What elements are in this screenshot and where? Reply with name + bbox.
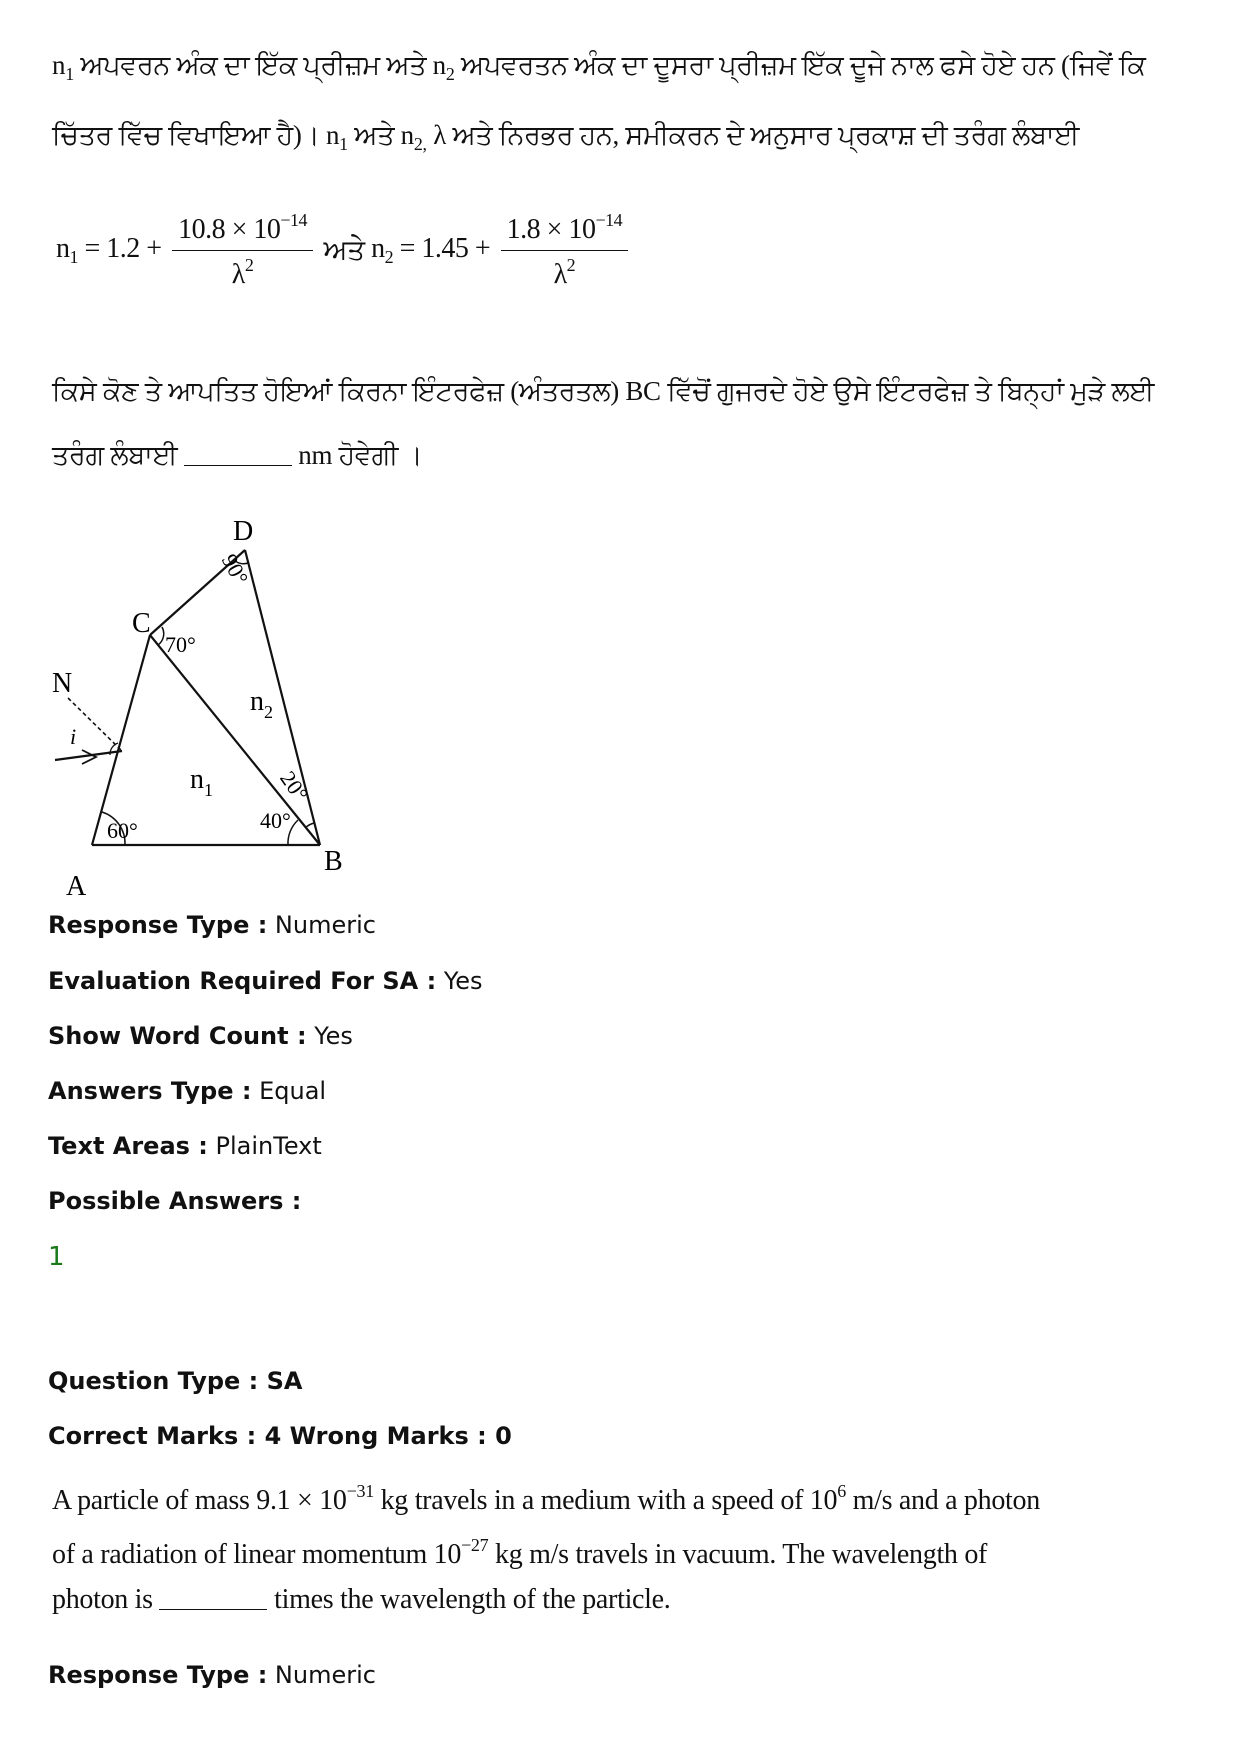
text: ਚਿੱਤਰ ਵਿੱਚ ਵਿਖਾਇਆ ਹੈ)। n	[52, 120, 340, 150]
question-type	[48, 1366, 302, 1396]
label: Show Word Count :	[48, 1022, 307, 1050]
text: ਅਤੇ n	[347, 120, 414, 150]
possible-answers	[48, 1186, 301, 1216]
answers-type	[48, 1076, 326, 1106]
edge-AC	[92, 635, 150, 845]
angle-label-D: 90°	[216, 549, 254, 589]
label-i: i	[70, 724, 77, 749]
text: A particle of mass 9.1 × 10	[52, 1485, 347, 1516]
label: Correct Marks : 4 Wrong Marks : 0	[48, 1422, 512, 1450]
response-type-2	[48, 1660, 376, 1690]
label-C: C	[132, 608, 151, 639]
n1-letter: n	[190, 764, 204, 795]
angle-arc-C	[158, 627, 164, 645]
subscript: 2	[384, 247, 394, 267]
exponent: −14	[595, 210, 623, 230]
question2-line3	[52, 1583, 670, 1617]
value: PlainText	[207, 1132, 322, 1160]
text: ਅਪਵਰਤਨ ਅੰਕ ਦਾ ਦੂਸਰਾ ਪ੍ਰੀਜ਼ਮ ਇੱਕ ਦੂਜੇ ਨਾਲ ਫਸੇ ਹੋਏ ਹਨ (ਜਿਵੇਂ ਕਿ	[454, 50, 1146, 80]
text: ਕਿਸੇ ਕੋਣ ਤੇ ਆਪਤਿਤ ਹੋਇਆਂ ਕਿਰਨਾ ਇੰਟਰਫੇਜ਼ (ਅੰਤਰਤਲ) BC ਵਿੱਚੋਂ ਗੁਜਰਦੇ ਹੋਏ ਉਸੇ ਇੰਟਰਫੇਜ਼ ਤੇ ਬਿਨ੍ਹਾਂ ਮੁੜੇ ਲਈ	[52, 376, 1155, 406]
text: λ ਅਤੇ ਨਿਰਭਰ ਹਨ, ਸਮੀਕਰਨ ਦੇ ਅਨੁਸਾਰ ਪ੍ਰਕਾਸ਼ ਦੀ ਤਰੰਗ ਲੰਬਾਈ	[426, 120, 1080, 150]
eq-n2: n	[371, 233, 385, 264]
fraction-n1	[172, 210, 313, 291]
prism-diagram	[40, 510, 360, 900]
answer-blank	[159, 1587, 267, 1610]
question1-line4	[52, 438, 422, 472]
eq-const: = 1.2 +	[78, 233, 162, 264]
exponent: 2	[566, 255, 576, 275]
text: m/s and a photon	[845, 1485, 1040, 1516]
answer-blank	[184, 443, 292, 466]
question1-line3	[52, 374, 1154, 408]
evaluation-required	[48, 966, 483, 996]
denominator: λ	[231, 259, 245, 290]
n1-subscript: 1	[204, 780, 213, 800]
text: kg travels in a medium with a speed of 10	[373, 1485, 838, 1516]
label-A: A	[66, 871, 87, 900]
subscript: 1	[339, 134, 348, 154]
edge-CB	[150, 635, 320, 845]
angle-arc-B2	[305, 823, 314, 828]
marks	[48, 1421, 512, 1451]
text: nm ਹੋਵੇਗੀ ।	[291, 440, 423, 470]
possible-answer-value: 1	[48, 1242, 65, 1272]
value: Equal	[251, 1077, 327, 1105]
eq-n1: n	[56, 233, 70, 264]
denominator: λ	[553, 259, 567, 290]
label-D: D	[233, 516, 254, 547]
label: Response Type :	[48, 911, 268, 939]
label: Question Type : SA	[48, 1367, 303, 1395]
subscript: 2,	[413, 134, 427, 154]
exponent: −14	[280, 210, 308, 230]
label: Text Areas :	[48, 1132, 208, 1160]
text: times the wavelength of the particle.	[267, 1584, 671, 1615]
value: Yes	[306, 1022, 353, 1050]
subscript: 1	[69, 247, 78, 267]
value: Numeric	[267, 1661, 376, 1689]
question1-line2	[52, 118, 1079, 161]
label: Possible Answers :	[48, 1187, 302, 1215]
exponent: −31	[346, 1481, 374, 1501]
angle-label-C: 70°	[165, 632, 196, 657]
n2-subscript: 2	[264, 702, 273, 722]
n2-letter: n	[250, 686, 264, 717]
refractive-index-equation	[56, 210, 632, 291]
value: Yes	[436, 967, 483, 995]
label: Answers Type :	[48, 1077, 252, 1105]
text: ਅਪਵਰਨ ਅੰਕ ਦਾ ਇੱਕ ਪ੍ਰੀਜ਼ਮ ਅਤੇ n	[73, 50, 446, 80]
subscript: 1	[65, 64, 74, 84]
question2-line2	[52, 1528, 987, 1572]
angle-label-B: 40°	[260, 808, 291, 833]
angle-label-A: 60°	[107, 818, 138, 843]
fraction-n2	[501, 210, 628, 291]
exponent: 2	[244, 255, 254, 275]
eq-const: = 1.45 +	[393, 233, 491, 264]
text-areas	[48, 1131, 322, 1161]
text: photon is	[52, 1584, 160, 1615]
label-N: N	[52, 668, 73, 699]
label-n1	[190, 764, 213, 800]
subscript: 2	[445, 64, 455, 84]
label-B: B	[324, 846, 343, 877]
response-type	[48, 910, 376, 940]
text: of a radiation of linear momentum 10	[52, 1539, 462, 1570]
text: kg m/s travels in vacuum. The wavelength of	[488, 1539, 988, 1570]
eq-join: ਅਤੇ	[323, 234, 365, 266]
label-n2	[250, 686, 273, 722]
question2-line1	[52, 1474, 1040, 1518]
exponent: 6	[837, 1481, 846, 1501]
label: Response Type :	[48, 1661, 268, 1689]
numerator: 10.8 × 10	[178, 214, 281, 245]
label: Evaluation Required For SA :	[48, 967, 437, 995]
question1-line1	[52, 48, 1146, 91]
show-word-count	[48, 1021, 353, 1051]
text: ਤਰੰਗ ਲੰਬਾਈ	[52, 440, 184, 470]
exponent: −27	[461, 1535, 489, 1555]
value: Numeric	[267, 911, 376, 939]
text-n1: n	[52, 50, 66, 80]
numerator: 1.8 × 10	[506, 214, 596, 245]
angle-label-B2: 20°	[275, 766, 314, 806]
